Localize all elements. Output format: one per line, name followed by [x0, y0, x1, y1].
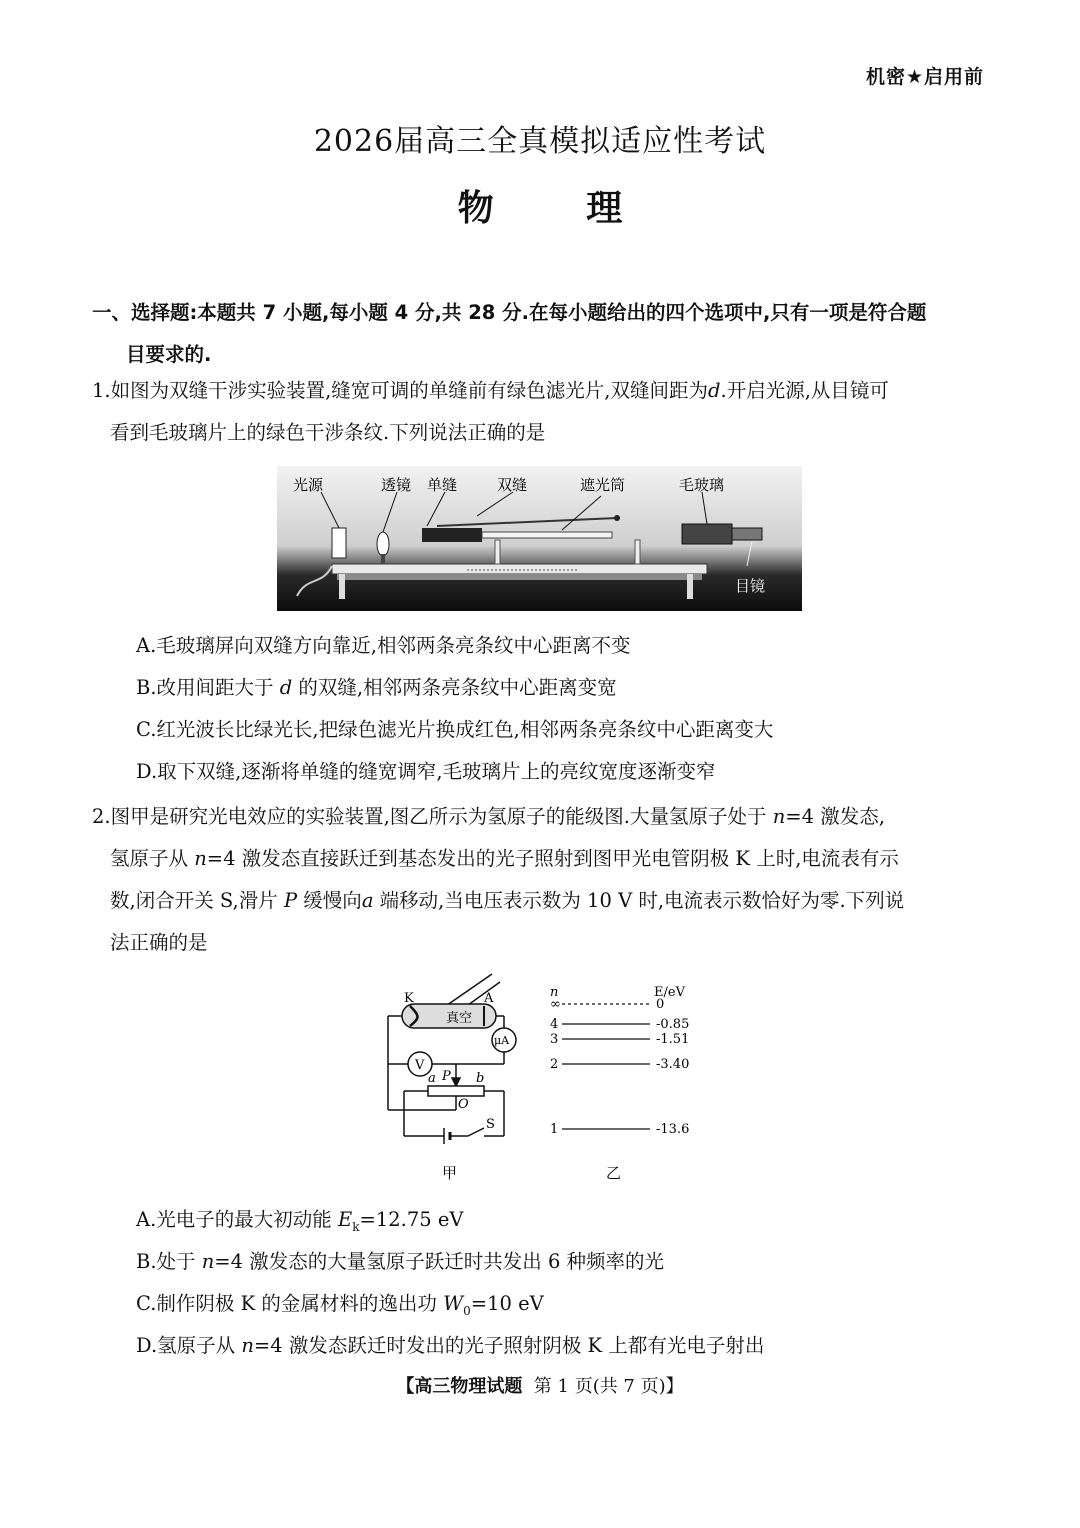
section-heading-line2: 目要求的.: [126, 343, 212, 366]
eyepiece: [732, 528, 762, 540]
energy-level-e-label: -13.6: [656, 1122, 690, 1137]
hydrogen-energy-level-figure: [540, 982, 710, 1187]
label-a-end: a: [428, 1071, 436, 1086]
label-a: A: [484, 991, 494, 1006]
energy-level-n-label: 3: [550, 1032, 559, 1047]
q2-option-a[interactable]: A.光电子的最大初动能 $E_k=12.75$ eV: [136, 1208, 464, 1234]
light-tube: [482, 532, 612, 538]
q1-option-c[interactable]: C.红光波长比绿光长,把绿色滤光片换成红色,相邻两条亮条纹中心距离变大: [136, 718, 774, 741]
caption-yi: 乙: [606, 1164, 622, 1182]
label-s: S: [486, 1117, 495, 1132]
label-eyepiece: 目镜: [735, 577, 766, 595]
section-heading-line1: 一、选择题:本题共 7 小题,每小题 4 分,共 28 分.在每小题给出的四个选项中,只有一项是符合题: [92, 301, 927, 324]
label-ground-glass: 毛玻璃: [679, 476, 725, 494]
rail-leg-left: [339, 574, 345, 599]
energy-level-n-label: ∞: [550, 997, 561, 1012]
energy-level-e-label: -0.85: [656, 1017, 690, 1032]
question-1-line2: 看到毛玻璃片上的绿色干涉条纹.下列说法正确的是: [110, 421, 546, 444]
page-footer: 【高三物理试题 第 1 页(共 7 页)】: [396, 1376, 684, 1397]
label-o: O: [458, 1097, 469, 1112]
energy-level-e-label: 0: [656, 997, 665, 1012]
double-slit-apparatus-figure: [277, 466, 802, 611]
q1-option-b[interactable]: B.改用间距大于 d 的双缝,相邻两条亮条纹中心距离变宽: [136, 676, 617, 699]
question-1-stem: [92, 370, 992, 454]
rail-leg-right: [687, 574, 693, 599]
label-light-source: 光源: [293, 476, 324, 494]
optical-bench-rail: [332, 564, 707, 574]
subject-title: 物 理: [457, 188, 663, 229]
label-voltmeter: V: [415, 1058, 425, 1073]
energy-level-e-label: -1.51: [656, 1032, 690, 1047]
question-2-line2: 氢原子从 n=4 激发态直接跃迁到基态发出的光子照射到图甲光电管阴极 K 上时,电流表有示: [110, 847, 899, 870]
lens: [377, 532, 389, 556]
q2-option-c[interactable]: C.制作阴极 K 的金属材料的逸出功 $W_0=10$ eV: [136, 1292, 544, 1318]
slider-p: [452, 1078, 460, 1086]
energy-level-n-label: 4: [550, 1017, 559, 1032]
rail-base: [337, 574, 702, 580]
label-k: K: [404, 991, 414, 1006]
energy-level-n-label: 1: [550, 1122, 559, 1137]
q1-option-d[interactable]: D.取下双缝,逐渐将单缝的缝宽调窄,毛玻璃片上的亮纹宽度逐渐变窄: [136, 760, 716, 783]
single-slit-holder: [422, 528, 482, 542]
light-source: [332, 528, 346, 558]
caption-jia: 甲: [442, 1164, 458, 1182]
question-1-line1: 1.如图为双缝干涉实验装置,缝宽可调的单缝前有绿色滤光片,双缝间距为d.开启光源,从目镜可: [92, 379, 889, 402]
label-double-slit: 双缝: [497, 476, 528, 494]
rheostat: [428, 1086, 484, 1096]
energy-e-header: E/eV: [654, 985, 685, 1000]
label-lens: 透镜: [381, 476, 412, 494]
label-light-tube: 遮光筒: [580, 476, 626, 494]
photoelectric-circuit-figure: [380, 968, 530, 1188]
energy-levels: [550, 997, 689, 1137]
energy-level-n-label: 2: [550, 1057, 559, 1072]
label-p: P: [442, 1069, 451, 1084]
confidential-label: 机密★启用前: [865, 66, 984, 88]
exam-title: 2026届高三全真模拟适应性考试: [313, 124, 767, 159]
energy-n-header: n: [550, 985, 559, 1000]
section-heading: [92, 292, 992, 376]
q1-option-a[interactable]: A.毛玻璃屏向双缝方向靠近,相邻两条亮条纹中心距离不变: [136, 634, 631, 657]
label-b-end: b: [476, 1071, 485, 1086]
q2-option-b[interactable]: B.处于 n=4 激发态的大量氢原子跃迁时共发出 6 种频率的光: [136, 1250, 665, 1273]
question-2-line1: 2.图甲是研究光电效应的实验装置,图乙所示为氢原子的能级图.大量氢原子处于 n=4 激发态,: [92, 805, 885, 828]
label-microammeter: μA: [494, 1034, 510, 1047]
energy-level-e-label: -3.40: [656, 1057, 690, 1072]
question-2-stem: [92, 796, 992, 964]
label-single-slit: 单缝: [427, 476, 458, 494]
switch-s: [468, 1128, 484, 1136]
question-2-line4: 法正确的是: [110, 931, 208, 954]
label-vacuum: 真空: [446, 1011, 473, 1026]
ground-glass-holder: [682, 524, 732, 544]
question-2-line3: 数,闭合开关 S,滑片 P 缓慢向a 端移动,当电压表示数为 10 V 时,电流表示数恰好为零.下列说: [110, 889, 905, 912]
q2-option-d[interactable]: D.氢原子从 n=4 激发态跃迁时发出的光子照射阴极 K 上都有光电子射出: [136, 1334, 765, 1357]
